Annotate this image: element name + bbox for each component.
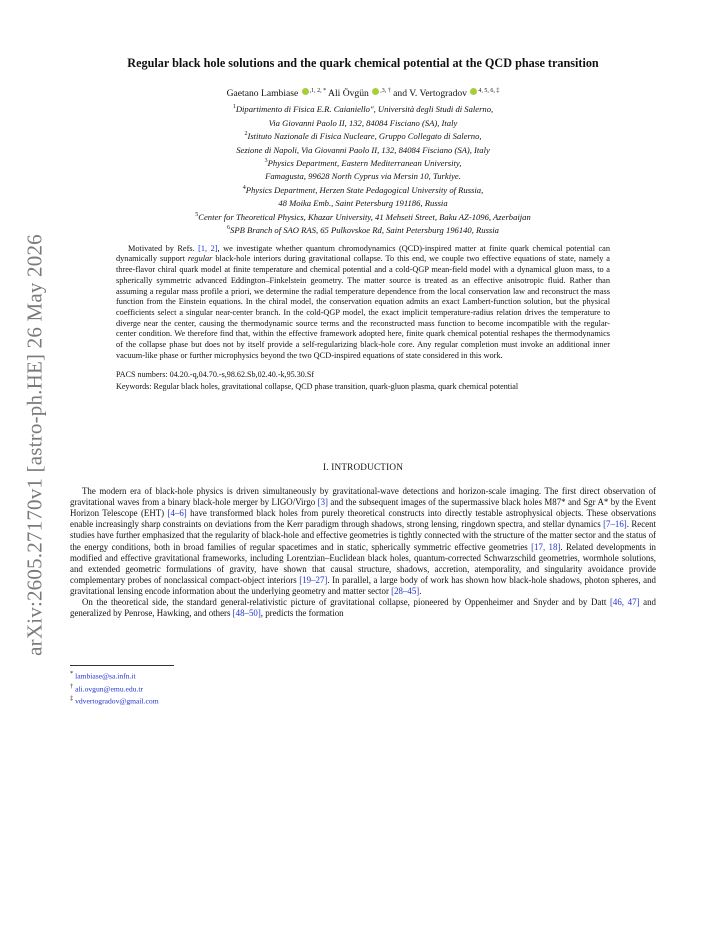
author-name: Gaetano Lambiase [226,88,299,100]
author-conjunction: and [393,88,407,100]
affiliation-line: $^1$Dipartimento di Fisica E.R. Caianiello", Università degli Studi di Salerno, [232,104,494,115]
paper-page [70,56,656,707]
citation-link[interactable]: [19–27] [299,574,328,585]
paper-title: Regular black hole solutions and the quark chemical potential at the QCD phase transition [127,56,599,70]
email-link[interactable]: lambiase@sa.infn.it [75,671,136,681]
author-list [70,85,656,100]
citation-link[interactable]: [46, 47] [609,596,640,607]
affiliation-line: $^2$Istituto Nazionale di Fisica Nucleare, Gruppo Collegato di Salerno, [244,130,482,141]
citation-link[interactable]: [3] [317,497,328,508]
abstract: Motivated by Refs. [1, 2], we investigate whether quantum chromodynamics (QCD)-inspired matter at finite quark chemical potential can dynamically support regular black-hole interiors during gravitational collapse. To this end, we couple two effective equations of state, namely a three-flavor chiral quark model at finite temperature and chemical potential and a cold-QGP mean-field model with a dynamical gluon mass, to a spherically symmetric advanced Eddington–Finkelstein geometry. The matter source is treated as an effective anisotropic fluid. Rather than assuming a regular mass profile a priori, we determine the radial temperature dependence from the local conservation law and reconstruct the mass function from the Einstein equations. In the chiral model, the conservation equation admits an exact Lambert-function solution, but the physical coefficients select a singular near-center branch. In the cold-QGP model, the exact implicit temperature-radius relation drives the temperature to diverge near the center, causing the thermodynamic source terms and the reconstructed mass function to become incompatible with the regular-center condition. We therefore find that, within the effective framework adopted here, finite quark chemical potential reshapes the thermodynamics of the collapse phase but does not by itself provide a self-regularizing black-hole core. Any regular completion must invoke an additional inner vacuum-like phase or further microphysics beyond the two QCD-inspired equations of state considered in this work. [116,243,610,360]
citation-link[interactable]: [17, 18] [531,541,561,552]
affiliation-line: $^5$Center for Theoretical Physics, Khazar University, 41 Mehseti Street, Baku AZ-1096, Azerbaijan [195,211,531,222]
affiliation-line: Famagusta, 99628 North Cyprus via Mersin 10, Turkiye. [265,171,461,182]
footnote: ‡ vdvertogradov@gmail.com [70,695,159,706]
citation-link[interactable]: [28–45] [391,585,420,596]
orcid-icon[interactable] [302,88,309,95]
affiliation-line: $^3$Physics Department, Eastern Mediterranean University, [264,157,462,168]
email-link[interactable]: vdvertogradov@gmail.com [75,696,159,706]
paragraph: On the theoretical side, the standard general-relativistic picture of gravitational collapse, pioneered by Oppenheimer and Snyder and by Datt [46, 47] and generalized by Penrose, Hawking, and others [48–50], predicts the formation [70,596,656,619]
keywords: Keywords: Regular black holes, gravitational collapse, QCD phase transition, quark-gluon plasma, quark chemical potential [116,381,519,391]
citation-link[interactable]: [48–50] [232,608,261,619]
author-name: V. Vertogradov [409,88,467,100]
email-link[interactable]: ali.ovgun@emu.edu.tr [75,684,144,694]
footnotes [70,669,656,707]
author-affiliation-marks: ,3, † [380,88,391,94]
citation-link[interactable]: [7–16] [603,519,627,530]
affiliation-line: $^6$SPB Branch of SAO RAS, 65 Pulkovskoe Rd, Saint Petersburg 196140, Russia [227,225,499,236]
author-affiliation-marks: 4, 5, 6, ‡ [478,88,500,94]
pacs-numbers: PACS numbers: 04.20.-q,04.70.-s,98.62.Sb,02.40.-k,95.30.Sf [116,370,315,380]
affiliation-line: 48 Moika Emb., Saint Petersburg 191186, Russia [278,198,448,209]
author-name: Ali Övgün [328,88,369,100]
affiliation-line: Via Giovanni Paolo II, 132, 84084 Fisciano (SA), Italy [268,117,458,128]
orcid-icon[interactable] [470,88,477,95]
arxiv-sidebar-stamp [12,210,58,680]
footnote: * lambiase@sa.infn.it [70,670,136,681]
section-heading: I. INTRODUCTION [322,462,404,473]
introduction-text [70,486,656,619]
arxiv-identifier: arXiv:2605.27170v1 [astro-ph.HE] 26 May 2026 [22,234,47,656]
author-affiliation-marks: ,1, 2, * [309,88,327,94]
affiliation-list [70,102,656,236]
orcid-icon[interactable] [372,88,379,95]
footnote-divider [70,665,174,666]
footnote: † ali.ovgun@emu.edu.tr [70,682,144,694]
affiliation-line: Sezione di Napoli, Via Giovanni Paolo II, 132, 84084 Fisciano (SA), Italy [236,144,490,155]
citation-link[interactable]: [1, 2] [198,243,218,253]
citation-link[interactable]: [4–6] [167,508,187,519]
affiliation-line: $^4$Physics Department, Herzen State Pedagogical University of Russia, [242,184,484,195]
paragraph: The modern era of black-hole physics is driven simultaneously by gravitational-wave detections and horizon-scale imaging. The first direct observation of gravitational waves from a binary black-hole merger by LIGO/Virgo [3] and the subsequent images of the supermassive black holes M87* and Sgr A* by the Event Horizon Telescope (EHT) [4–6] have transformed black holes from purely theoretical constructs into directly testable astrophysical objects. These observations enable increasingly sharp constraints on deviations from the Kerr paradigm through shadows, strong lensing, ringdown spectra, and stellar dynamics [7–16]. Recent studies have further emphasized that the regularity of black-hole and effective geometries is tightly connected with the structure of the matter sector and the status of the energy conditions, both in broad families of regular spacetimes and in static, spherically symmetric effective geometries [17, 18]. Related developments in modified and effective gravitational frameworks, including Lorentzian–Euclidean black holes, quantum-corrected Schwarzschild geometries, wormhole solutions, and extended geometric formulations of gravity, have shown that causal structure, shadows, accretion, atemporality, and singularity avoidance provide complementary probes of nonclassical compact-object interiors [19–27]. In parallel, a large body of work has shown how black-hole shadows, photon spheres, and gravitational lensing encode information about the underlying geometry and matter sector [28–45]. [70,486,657,596]
